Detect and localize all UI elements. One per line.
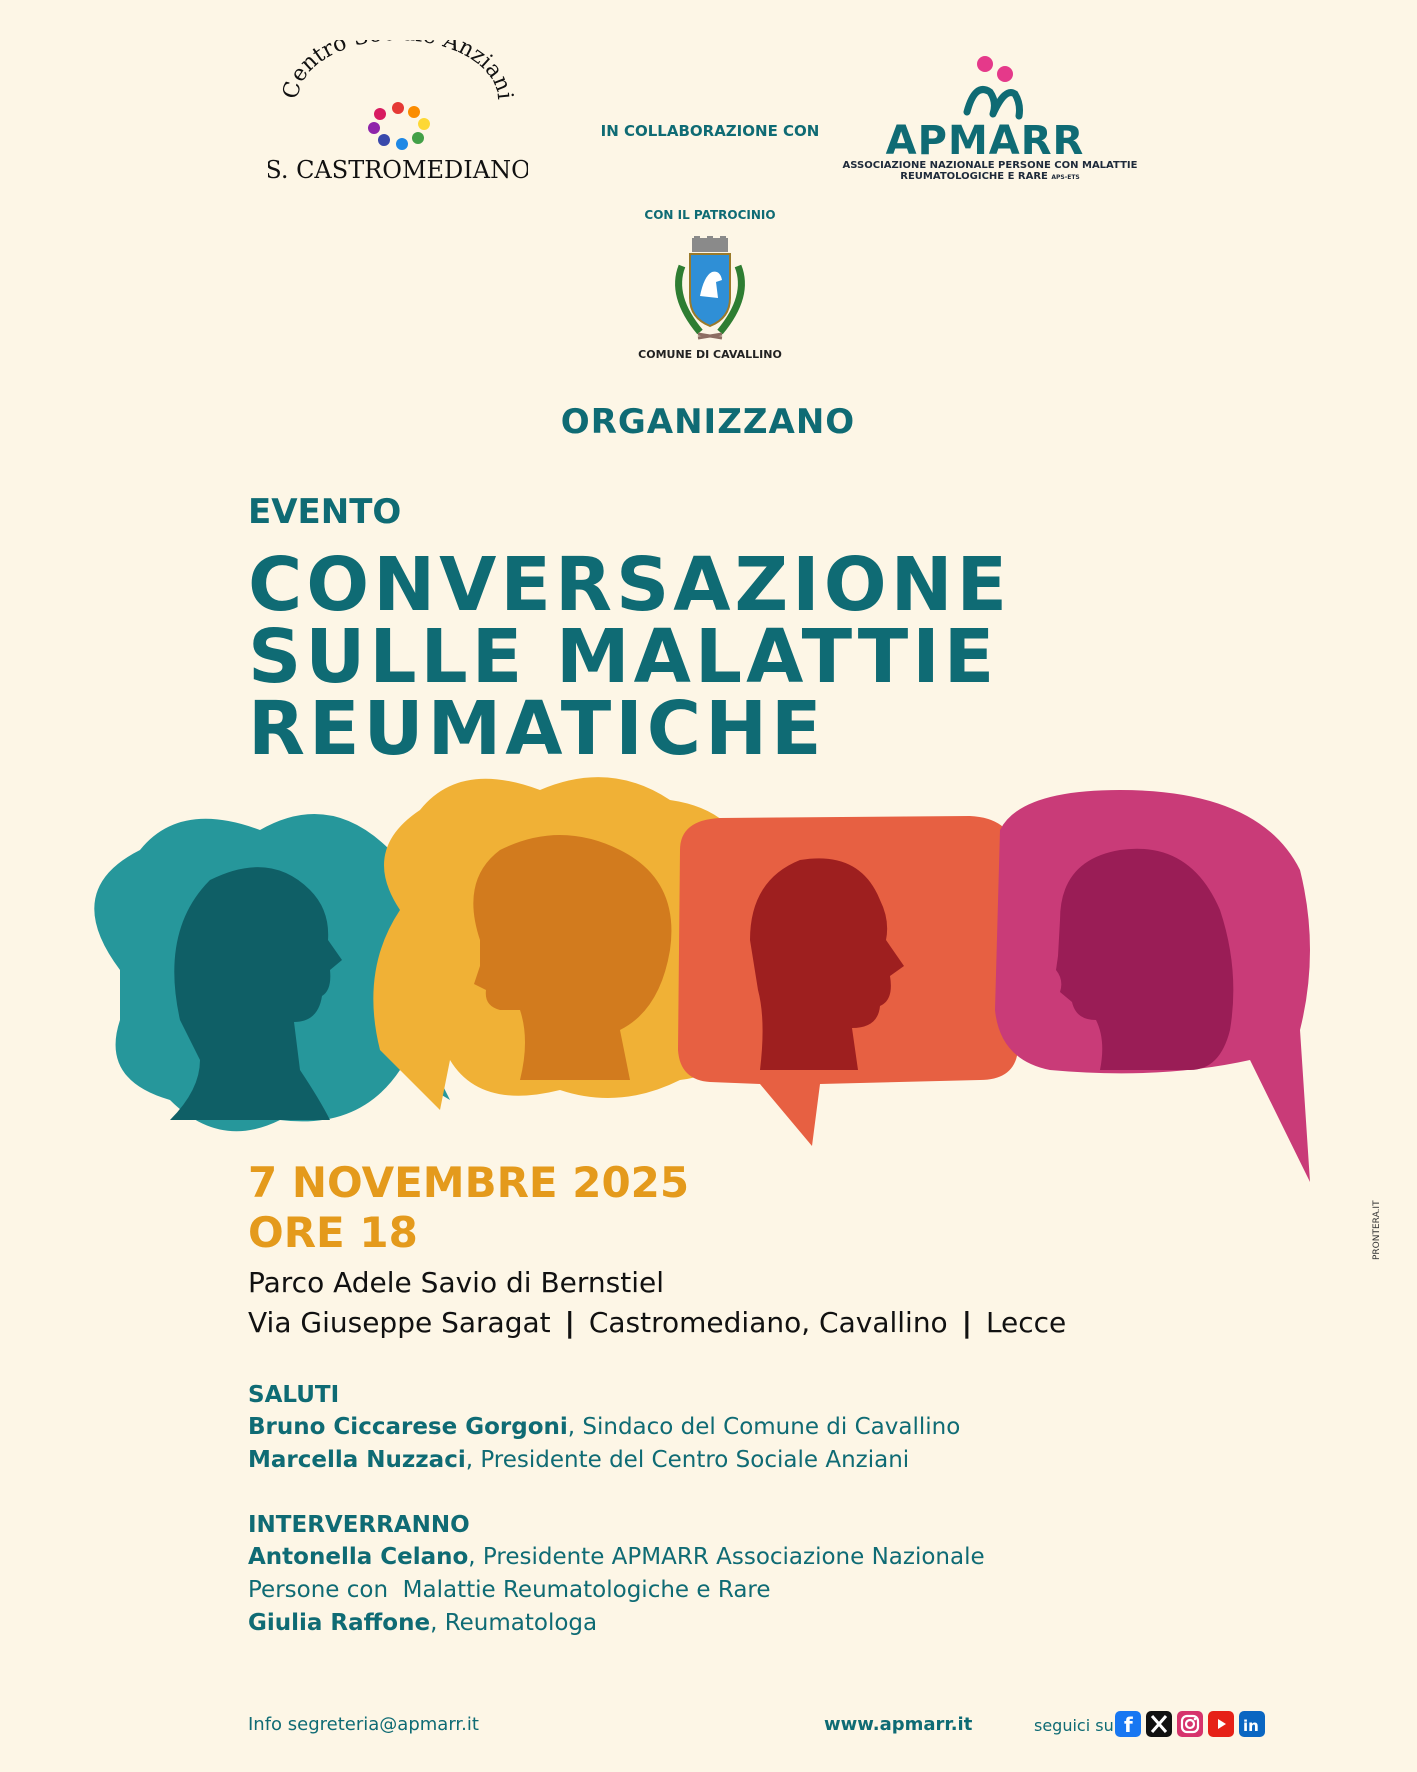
logo-figures-icon <box>967 90 1020 117</box>
person-name: Marcella Nuzzaci <box>248 1447 466 1473</box>
event-title-line1: CONVERSAZIONE <box>248 542 1012 628</box>
address-city: Lecce <box>985 1306 1067 1339</box>
x-icon[interactable] <box>1146 1711 1172 1737</box>
centro-sociale-logo <box>268 40 528 190</box>
event-place: Parco Adele Savio di Bernstiel <box>248 1266 664 1299</box>
patronage-label: CON IL PATROCINIO <box>644 208 776 222</box>
logo-dot-icon <box>997 66 1013 82</box>
address-town: Castromediano, Cavallino <box>588 1306 948 1339</box>
people-circle-icon <box>368 102 430 150</box>
address-street: Via Giuseppe Saragat <box>248 1306 551 1339</box>
coat-of-arms-icon <box>660 236 760 346</box>
speaker-role-continued: Persone con Malattie Reumatologiche e Rare <box>248 1577 771 1603</box>
event-label: EVENTO <box>248 492 402 532</box>
apmarr-subtitle <box>840 160 1140 183</box>
contact-email[interactable]: Info segreteria@apmarr.it <box>248 1714 479 1735</box>
svg-text:in: in <box>1243 1717 1259 1735</box>
linkedin-icon[interactable] <box>1239 1711 1265 1737</box>
apmarr-name: APMARR <box>885 118 1085 164</box>
apmarr-sub-line2: REUMATOLOGICHE E RARE <box>900 171 1048 182</box>
speakers-heading: INTERVERRANNO <box>248 1512 470 1538</box>
event-title-line3: REUMATICHE <box>248 686 826 772</box>
person-name: Antonella Celano <box>248 1544 469 1570</box>
centro-logo-name: "S. CASTROMEDIANO" <box>268 156 528 184</box>
person-name: Giulia Raffone <box>248 1610 431 1636</box>
event-address <box>248 1306 1066 1339</box>
follow-label: seguici su <box>1034 1716 1114 1735</box>
organize-heading: ORGANIZZANO <box>560 402 856 442</box>
youtube-icon[interactable] <box>1208 1711 1234 1737</box>
person-role: , Sindaco del Comune di Cavallino <box>567 1414 961 1440</box>
greetings-heading: SALUTI <box>248 1382 340 1408</box>
instagram-icon[interactable] <box>1177 1711 1203 1737</box>
speaker-person <box>248 1610 597 1636</box>
person-role: , Reumatologa <box>430 1610 598 1636</box>
event-date: 7 NOVEMBRE 2025 <box>248 1158 690 1207</box>
apmarr-sub-line1: ASSOCIAZIONE NAZIONALE PERSONE CON MALATTIE <box>842 160 1138 171</box>
address-separator: | <box>961 1306 972 1339</box>
centro-logo-arc-text: Centro Anziani <box>278 40 518 102</box>
person-name: Bruno Ciccarese Gorgoni <box>248 1414 568 1440</box>
event-time: ORE 18 <box>248 1208 418 1257</box>
greeting-person <box>248 1414 960 1440</box>
person-role: , Presidente del Centro Sociale Anziani <box>465 1447 910 1473</box>
logo-dot-icon <box>977 56 993 72</box>
facebook-icon[interactable] <box>1115 1711 1141 1737</box>
speaker-person <box>248 1544 985 1570</box>
apmarr-sub-suffix: APS-ETS <box>1051 174 1080 181</box>
event-title-line2: SULLE MALATTIE <box>248 614 999 700</box>
printer-credit: PRONTERA.IT <box>1372 1200 1382 1260</box>
collaboration-label: IN COLLABORAZIONE CON <box>600 122 820 140</box>
svg-text:f: f <box>1124 1713 1133 1737</box>
address-separator: | <box>564 1306 575 1339</box>
greeting-person <box>248 1447 909 1473</box>
person-role: , Presidente APMARR Associazione Nazionale <box>468 1544 985 1570</box>
municipality-label: COMUNE DI CAVALLINO <box>638 348 782 361</box>
website-link[interactable]: www.apmarr.it <box>824 1714 973 1735</box>
